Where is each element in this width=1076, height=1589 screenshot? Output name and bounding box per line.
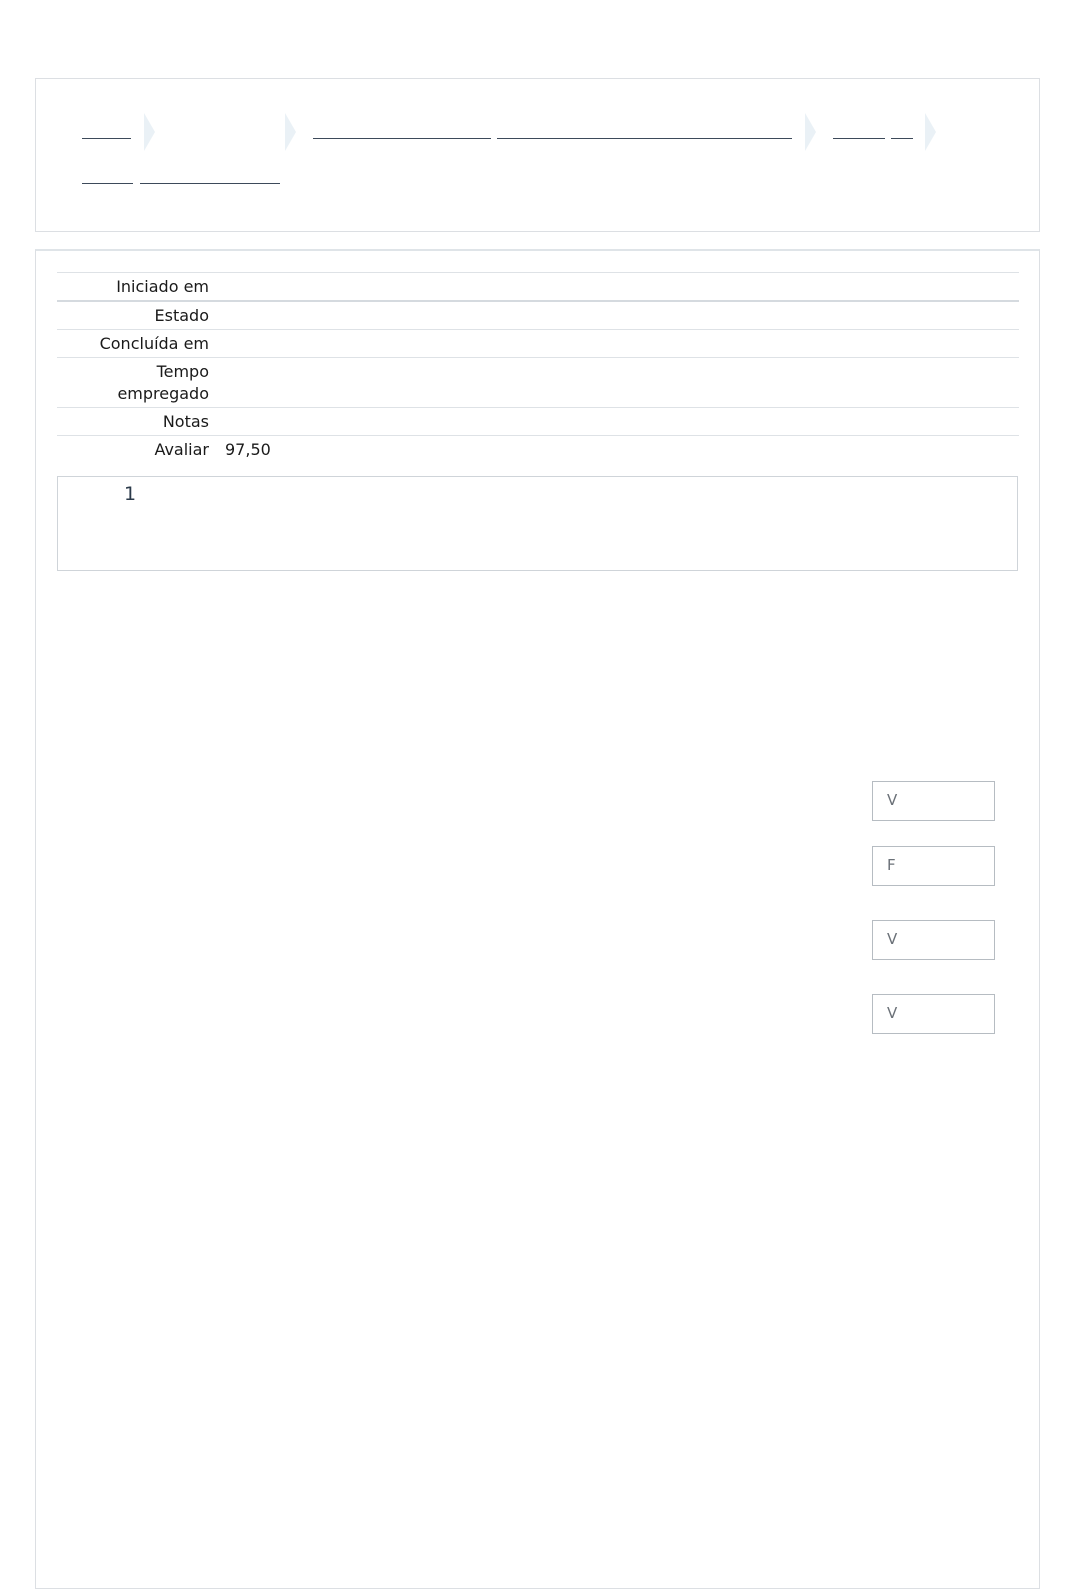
breadcrumb-separator-icon — [285, 113, 296, 151]
breadcrumb-link[interactable] — [497, 138, 792, 139]
breadcrumb-link[interactable] — [891, 138, 913, 139]
summary-row-state — [57, 301, 1019, 330]
summary-label: Avaliar — [154, 440, 209, 459]
summary-label: Concluída em — [99, 334, 209, 353]
summary-label: Iniciado em — [116, 277, 209, 296]
breadcrumb-link[interactable] — [140, 183, 280, 184]
breadcrumb — [35, 78, 1040, 232]
breadcrumb-separator-icon — [144, 113, 155, 151]
breadcrumb-link[interactable] — [833, 138, 885, 139]
attempt-summary-table — [57, 272, 1019, 463]
grade-value: 97,50 — [225, 440, 271, 459]
breadcrumb-separator-icon — [805, 113, 816, 151]
summary-row-time-taken — [57, 358, 1019, 408]
summary-value — [209, 301, 1019, 330]
answer-select-2[interactable]: F — [872, 846, 995, 886]
summary-row-marks — [57, 408, 1019, 436]
summary-value — [209, 273, 1019, 302]
summary-row-completed — [57, 330, 1019, 358]
question-info-box — [57, 476, 1018, 571]
answer-select-3[interactable]: V — [872, 920, 995, 960]
breadcrumb-link[interactable] — [82, 138, 131, 139]
summary-value — [209, 330, 1019, 358]
summary-label: Tempo empregado — [117, 362, 209, 403]
answer-select-1[interactable]: V — [872, 781, 995, 821]
summary-row-grade — [57, 436, 1019, 464]
breadcrumb-separator-icon — [925, 113, 936, 151]
summary-value — [209, 408, 1019, 436]
summary-label: Estado — [154, 306, 209, 325]
summary-label: Notas — [162, 412, 209, 431]
summary-row-started — [57, 273, 1019, 302]
breadcrumb-link[interactable] — [313, 138, 491, 139]
question-number: 1 — [124, 483, 137, 505]
breadcrumb-link[interactable] — [82, 183, 133, 184]
summary-value — [209, 358, 1019, 408]
answer-select-4[interactable]: V — [872, 994, 995, 1034]
